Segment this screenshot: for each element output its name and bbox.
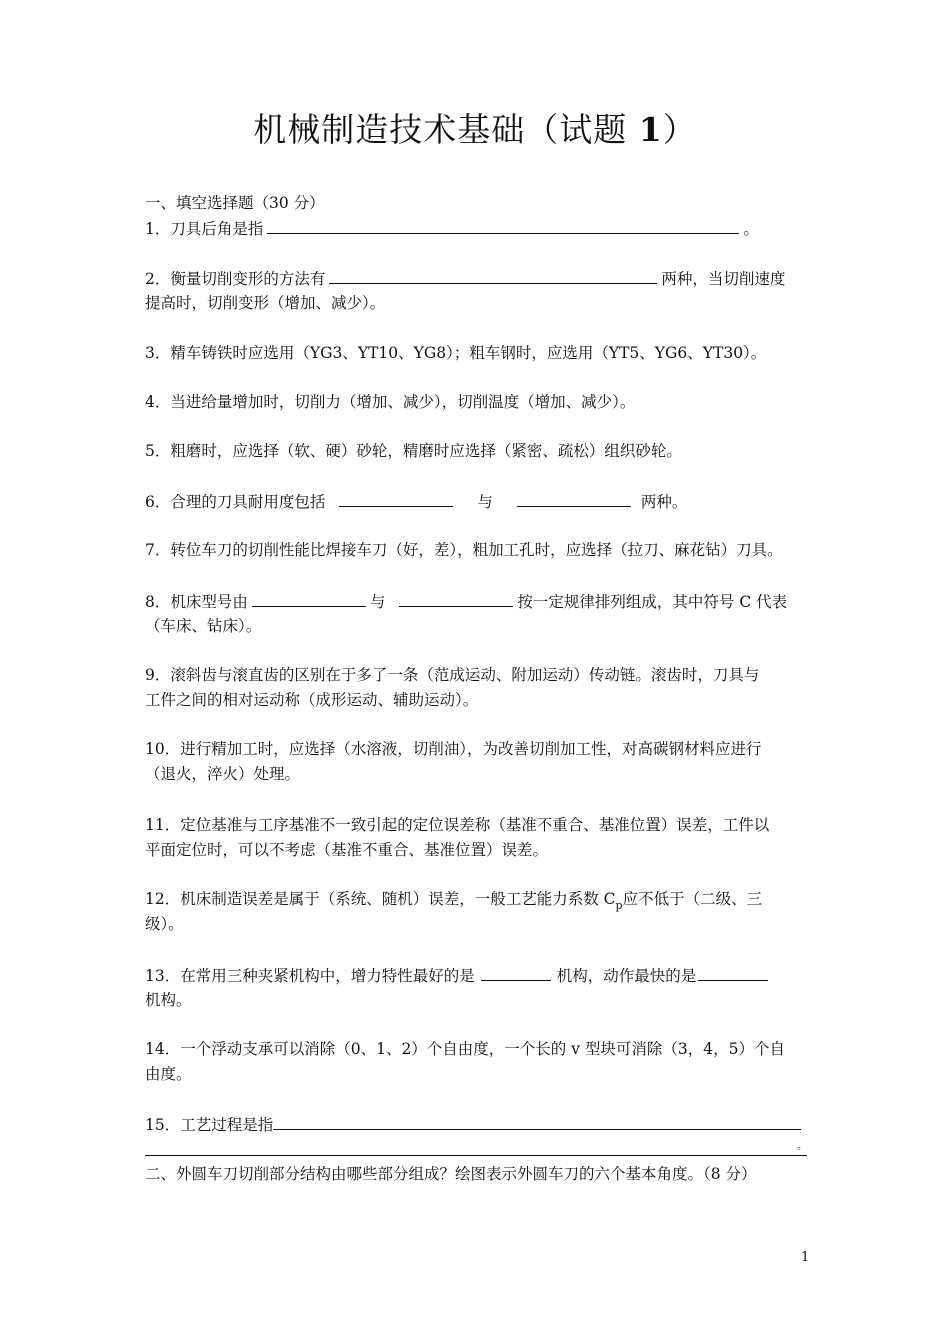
subscript-p: p [615,899,623,912]
question-13: 13．在常用三种夹紧机构中，增力特性最好的是 机构，动作最快的是 [145,962,807,989]
question-4: 4．当进给量增加时，切削力（增加、减少），切削温度（增加、减少）。 [145,393,636,411]
question-10-line2: （退火，淬火）处理。 [145,765,301,783]
question-5: 5．粗磨时，应选择（软、硬）砂轮，精磨时应选择（紧密、疏松）组织砂轮。 [145,442,682,460]
question-15: 15．工艺过程是指 [145,1111,807,1138]
question-12: 12．机床制造误差是属于（系统、随机）误差，一般工艺能力系数 $C_p$应不低于（二级、三 [145,890,763,912]
question-2: 2．衡量切削变形的方法有 两种，当切削速度 [145,265,807,292]
blank-8a[interactable] [252,588,366,607]
question-3: 3．精车铸铁时应选用（YG3、YT10、YG8）；粗车钢时，应选用（YT5、YG6、YT30）。 [145,344,767,362]
blank-13a[interactable] [481,962,551,981]
question-12-line2: 级）。 [145,915,184,933]
question-9: 9．滚斜齿与滚直齿的区别在于多了一条（范成运动、附加运动）传动链。滚齿时，刀具与 [145,666,760,684]
question-9-line2: 工件之间的相对运动称（成形运动、辅助运动）。 [145,691,479,709]
blank-1[interactable] [267,215,739,234]
question-11: 11．定位基准与工序基准不一致引起的定位误差称（基准不重合、基准位置）误差，工件以 [145,816,770,834]
page-title: 机械制造技术基础（试题 1） [253,110,697,149]
blank-2[interactable] [329,265,657,284]
section-2-heading: 二、外圆车刀切削部分结构由哪些部分组成？绘图表示外圆车刀的六个基本角度。（8 分） [145,1165,757,1183]
answer-rule [145,1155,807,1156]
section-1-heading: 一、填空选择题（30 分） [145,194,325,212]
question-7: 7．转位车刀的切削性能比焊接车刀（好，差），粗加工孔时，应选择（拉刀、麻花钻）刀具。 [145,541,783,559]
blank-6a[interactable] [339,488,453,507]
blank-8b[interactable] [399,588,513,607]
blank-6b[interactable] [517,488,631,507]
question-14: 14．一个浮动支承可以消除（0、1、2）个自由度，一个长的 v 型块可消除（3，4，5）个自 [145,1040,786,1058]
blank-13b[interactable] [698,962,768,981]
page-number: 1 [801,1250,810,1265]
question-8-line2: （车床、钻床）。 [145,617,262,635]
question-8: 8．机床型号由 与 按一定规律排列组成，其中符号 C 代表 [145,588,807,615]
question-15-end: 。 [797,1141,807,1152]
question-1: 1．刀具后角是指 。 [145,215,807,242]
question-10: 10．进行精加工时，应选择（水溶液，切削油），为改善切削加工性，对高碳钢材料应进行 [145,740,762,758]
question-6: 6．合理的刀具耐用度包括 与 两种。 [145,488,807,515]
question-2-line2: 提高时，切削变形（增加、减少）。 [145,294,386,312]
question-11-line2: 平面定位时，可以不考虑（基准不重合、基准位置）误差。 [145,841,549,859]
question-13-line2: 机构。 [145,991,192,1009]
question-14-line2: 由度。 [145,1065,192,1083]
blank-15[interactable] [273,1111,801,1130]
